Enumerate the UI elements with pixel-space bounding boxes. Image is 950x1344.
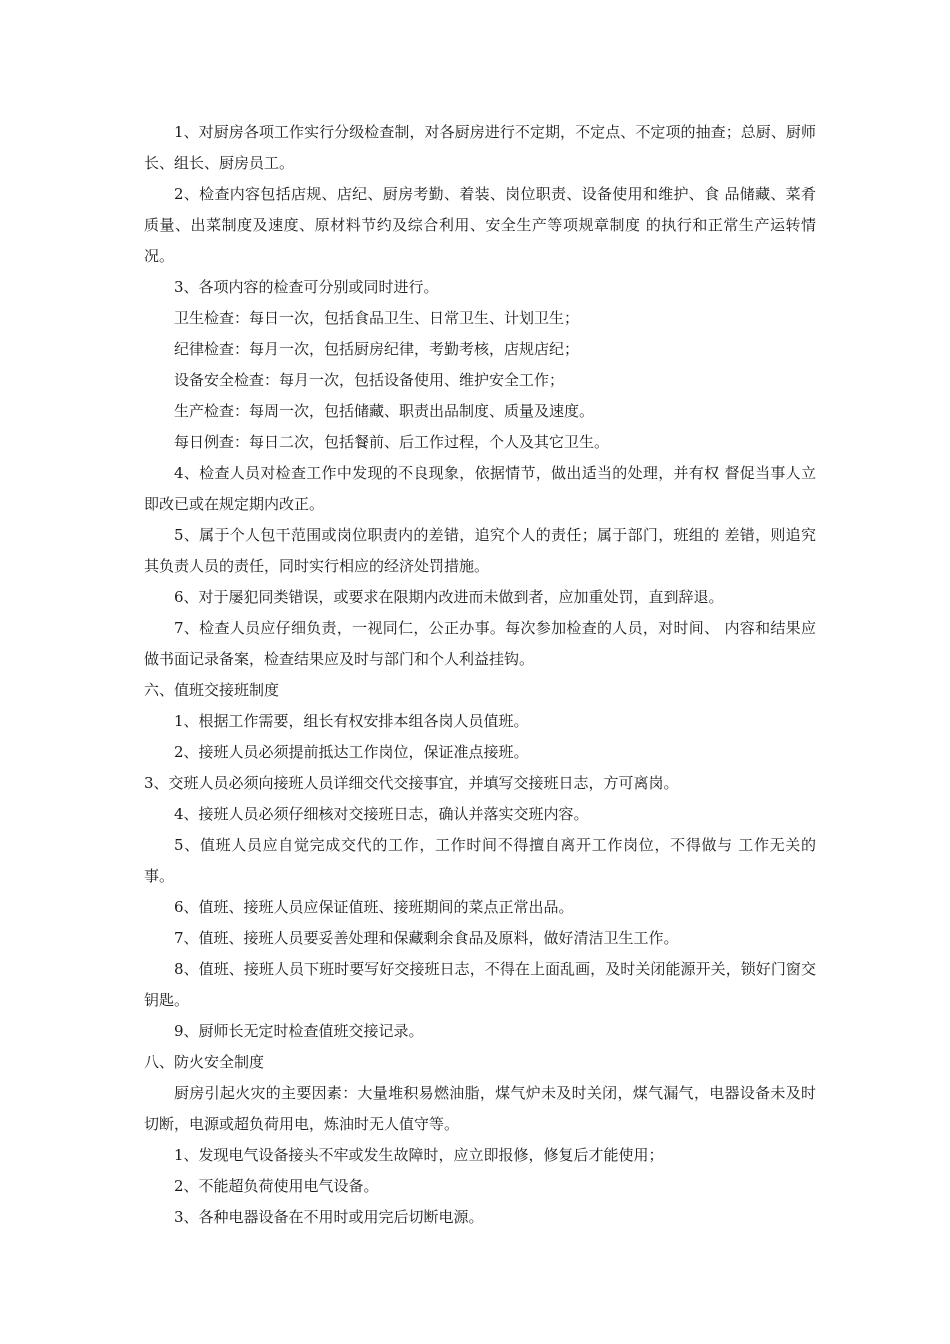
paragraph-daily-check: 每日例查：每日二次，包括餐前、后工作过程，个人及其它卫生。 — [174, 433, 610, 451]
paragraph-equipment-check: 设备安全检查：每月一次，包括设备使用、维护安全工作； — [174, 371, 565, 389]
paragraph-shift-7: 7、值班、接班人员要妥善处理和保藏剩余食品及原料，做好清洁卫生工作。 — [174, 929, 679, 947]
paragraph-fire-2: 2、不能超负荷使用电气设备。 — [174, 1177, 379, 1195]
paragraph-fire-causes: 厨房引起火灾的主要因素：大量堆积易燃油脂，煤气炉未及时关闭，煤气漏气，电器设备未及时切断，电源或超负荷用电，炼油时无人值守等。 — [144, 1084, 816, 1133]
paragraph-inspection-7: 7、检查人员应仔细负责，一视同仁，公正办事。每次参加检查的人员，对时间、 内容和结果应做书面记录备案，检查结果应及时与部门和个人利益挂钩。 — [144, 619, 816, 668]
paragraph-discipline-check: 纪律检查：每月一次，包括厨房纪律，考勤考核，店规店纪； — [174, 340, 580, 358]
section-heading-shift-handover: 六、值班交接班制度 — [144, 681, 280, 699]
paragraph-inspection-4: 4、检查人员对检查工作中发现的不良现象，依据情节，做出适当的处理，并有权 督促当事人立即改已或在规定期内改正。 — [144, 464, 816, 513]
paragraph-shift-8: 8、值班、接班人员下班时要写好交接班日志，不得在上面乱画，及时关闭能源开关，锁好门窗交钥匙。 — [144, 960, 816, 1009]
paragraph-shift-1: 1、根据工作需要，组长有权安排本组各岗人员值班。 — [174, 712, 529, 730]
paragraph-shift-4: 4、接班人员必须仔细核对交接班日志，确认并落实交班内容。 — [174, 805, 589, 823]
paragraph-shift-9: 9、厨师长无定时检查值班交接记录。 — [174, 1022, 424, 1040]
section-heading-fire-safety: 八、防火安全制度 — [144, 1053, 265, 1071]
paragraph-inspection-1: 1、对厨房各项工作实行分级检查制，对各厨房进行不定期，不定点、不定项的抽查；总厨、厨师长、组长、厨房员工。 — [144, 123, 816, 172]
paragraph-inspection-3: 3、各项内容的检查可分别或同时进行。 — [174, 278, 439, 296]
paragraph-shift-6: 6、值班、接班人员应保证值班、接班期间的菜点正常出品。 — [174, 898, 574, 916]
paragraph-shift-2: 2、接班人员必须提前抵达工作岗位，保证准点接班。 — [174, 743, 529, 761]
paragraph-inspection-5: 5、属于个人包干范围或岗位职责内的差错，追究个人的责任；属于部门，班组的 差错，则追究其负责人员的责任，同时实行相应的经济处罚措施。 — [144, 526, 816, 575]
paragraph-fire-1: 1、发现电气设备接头不牢或发生故障时，应立即报修，修复后才能使用； — [174, 1146, 664, 1164]
document-body — [144, 117, 816, 1233]
paragraph-shift-5: 5、值班人员应自觉完成交代的工作，工作时间不得擅自离开工作岗位，不得做与 工作无关的事。 — [144, 836, 816, 885]
paragraph-shift-3: 3、交班人员必须向接班人员详细交代交接事宜，并填写交接班日志，方可离岗。 — [144, 774, 679, 792]
paragraph-fire-3: 3、各种电器设备在不用时或用完后切断电源。 — [174, 1208, 484, 1226]
paragraph-hygiene-check: 卫生检查：每日一次，包括食品卫生、日常卫生、计划卫生； — [174, 309, 580, 327]
paragraph-inspection-6: 6、对于屡犯同类错误，或要求在限期内改进而未做到者，应加重处罚，直到辞退。 — [174, 588, 724, 606]
paragraph-inspection-2: 2、检查内容包括店规、店纪、厨房考勤、着装、岗位职责、设备使用和维护、食 品储藏、菜肴质量、出菜制度及速度、原材料节约及综合利用、安全生产等项规章制度 的执行和正常生产运转情况。 — [144, 185, 816, 265]
paragraph-production-check: 生产检查：每周一次，包括储藏、职责出品制度、质量及速度。 — [174, 402, 595, 420]
